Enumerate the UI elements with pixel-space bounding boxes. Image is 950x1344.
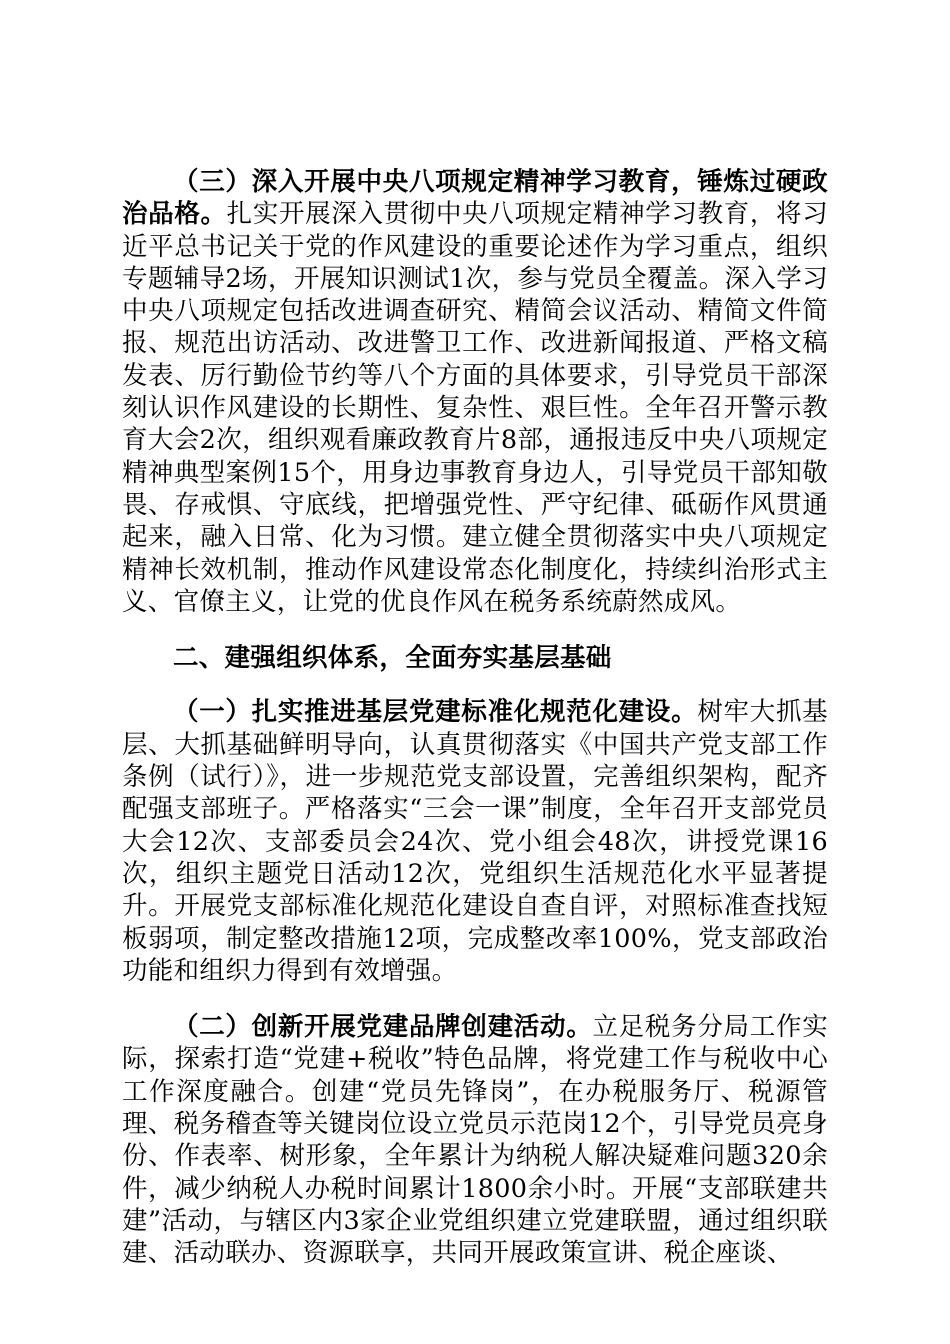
paragraph-lead-title: （一）扎实推进基层党建标准化规范化建设。 [173, 697, 698, 728]
section-heading-2: 二、建强组织体系，全面夯实基层基础 [173, 643, 612, 674]
paragraph-spacer [122, 618, 828, 642]
paragraph-body: 立足税务分局工作实际，探索打造“党建+税收”特色品牌，将党建工作与税收中心工作深度融合。创建“党员先锋岗”，在办税服务厅、税源管理、税务稽查等关键岗位设立党员示范岗12个，引导党员亮身份、作表率、树形象，全年累计为纳税人解决疑难问题320余件，减少纳税人办税时间累计1800余小时。开展“支部联建共建”活动，与辖区内3家企业党组织建立党建联盟，通过组织联建、活动联办、资源联享，共同开展政策宣讲、税企座谈、 [122, 1012, 828, 1269]
paragraph-section-3 [122, 166, 828, 618]
paragraph-body: 扎实开展深入贯彻中央八项规定精神学习教育，将习近平总书记关于党的作风建设的重要论述作为学习重点，组织专题辅导2场，开展知识测试1次，参与党员全覆盖。深入学习中央八项规定包括改进调查研究、精简会议活动、精简文件简报、规范出访活动、改进警卫工作、改进新闻报道、严格文稿发表、厉行勤俭节约等八个方面的具体要求，引导党员干部深刻认识作风建设的长期性、复杂性、艰巨性。全年召开警示教育大会2次，组织观看廉政教育片8部，通报违反中央八项规定精神典型案例15个，用身边事教育身边人，引导党员干部知敬畏、存戒惧、守底线，把增强党性、严守纪律、砥砺作风贯通起来，融入日常、化为习惯。建立健全贯彻落实中央八项规定精神长效机制，推动作风建设常态化制度化，持续纠治形式主义、官僚主义，让党的优良作风在税务系统蔚然成风。 [122, 199, 829, 617]
paragraph-body: 树牢大抓基层、大抓基础鲜明导向，认真贯彻落实《中国共产党支部工作条例（试行）》，进一步规范党支部设置，完善组织架构，配齐配强支部班子。严格落实“三会一课”制度，全年召开支部党员大会12次、支部委员会24次、党小组会48次，讲授党课16次，组织主题党日活动12次，党组织生活规范化水平显著提升。开展党支部标准化规范化建设自查自评，对照标准查找短板弱项，制定整改措施12项，完成整改率100%，党支部政治功能和组织力得到有效增强。 [122, 697, 828, 986]
paragraph-lead-title: （三）深入开展中央八项规定精神学习教育，锤炼过硬政治品格。 [122, 167, 828, 230]
paragraph-subsection-2 [122, 1011, 828, 1269]
paragraph-subsection-1 [122, 696, 828, 987]
paragraph-lead-title: （二）创新开展党建品牌创建活动。 [173, 1012, 593, 1043]
document-page [122, 166, 828, 1270]
paragraph-spacer [122, 674, 828, 696]
paragraph-spacer [122, 987, 828, 1011]
